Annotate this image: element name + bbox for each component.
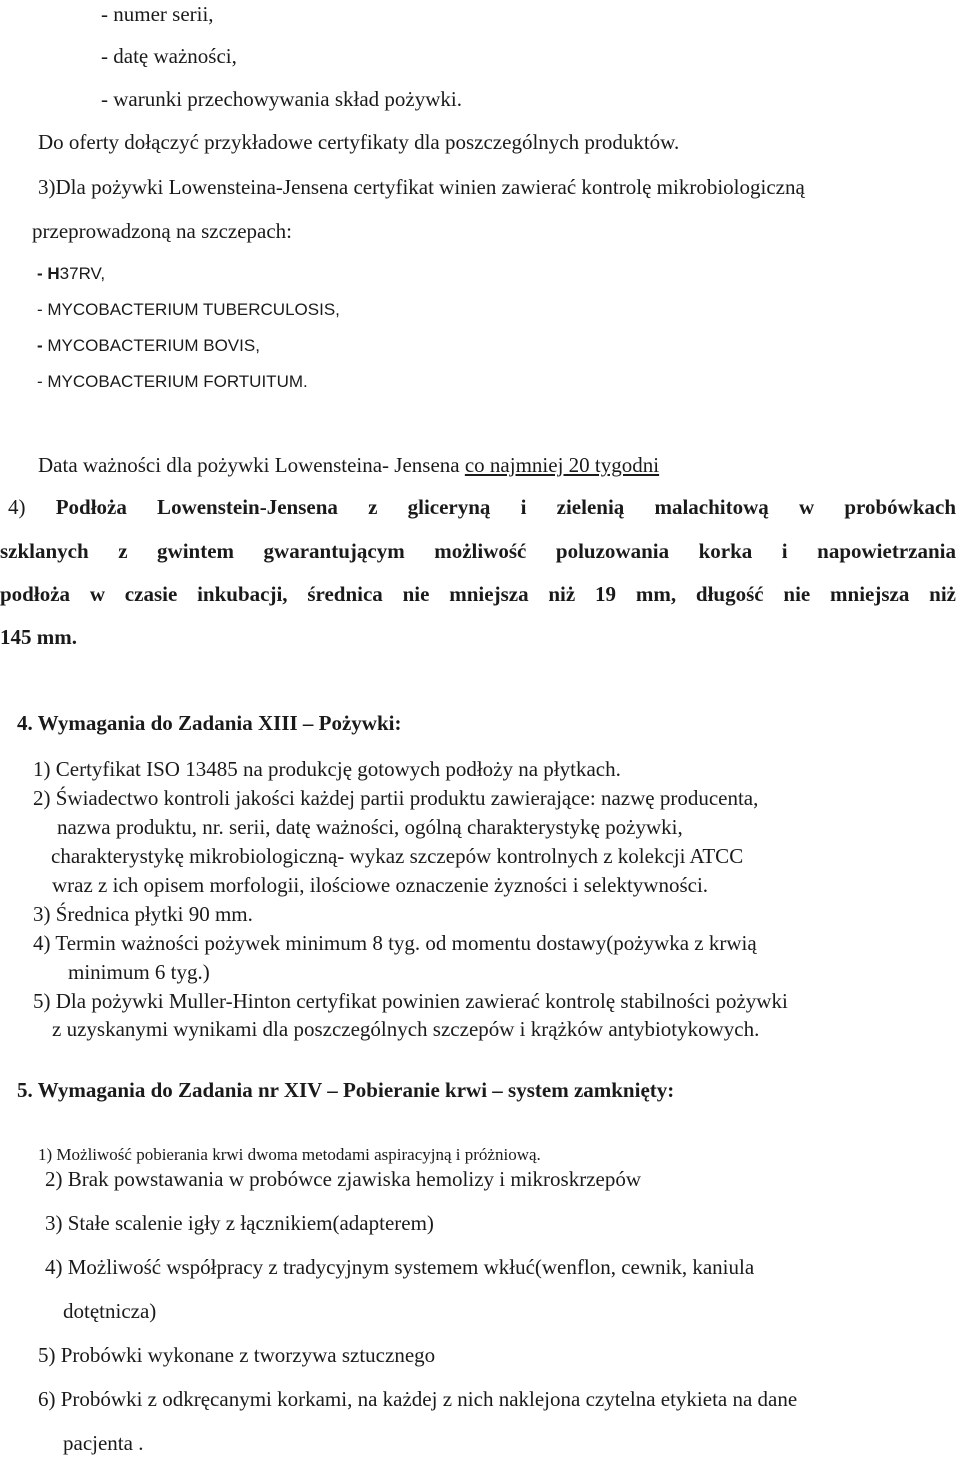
task-xiii-item-5-cont: z uzyskanymi wynikami dla poszczególnych szczepów i krążków antybiotykowych. bbox=[52, 1017, 760, 1041]
strain-bovis: - MYCOBACTERIUM BOVIS, bbox=[37, 336, 260, 355]
task-xiv-item-4: 4) Możliwość współpracy z tradycyjnym systemem wkłuć(wenflon, cewnik, kaniula bbox=[45, 1255, 755, 1279]
paragraph-lj-media-4: 145 mm. bbox=[0, 625, 77, 649]
list-item-expiry-date: - datę ważności, bbox=[101, 44, 237, 68]
task-xiii-item-2: 2) Świadectwo kontroli jakości każdej partii produktu zawierające: nazwę producenta, bbox=[33, 786, 759, 810]
paragraph-lj-certificate: 3)Dla pożywki Lowensteina-Jensena certyfikat winien zawierać kontrolę mikrobiologiczną bbox=[38, 175, 805, 199]
task-xiv-item-3: 3) Stałe scalenie igły z łącznikiem(adapterem) bbox=[45, 1211, 434, 1235]
paragraph-lj-media-3: podłoża w czasie inkubacji, średnica nie mniejsza niż 19 mm, długość nie mniejsza niż bbox=[0, 582, 956, 606]
task-xiv-item-5: 5) Probówki wykonane z tworzywa sztucznego bbox=[38, 1343, 436, 1367]
section-heading-task-xiv: 5. Wymagania do Zadania nr XIV – Pobieranie krwi – system zamknięty: bbox=[17, 1078, 675, 1102]
paragraph-lj-media-1: 4) Podłoża Lowenstein-Jensena z gliceryną i zielenią malachitową w probówkach bbox=[8, 495, 957, 519]
task-xiv-item-6: 6) Probówki z odkręcanymi korkami, na każdej z nich naklejona czytelna etykieta na dane bbox=[38, 1387, 798, 1411]
task-xiv-item-4-cont: dotętnicza) bbox=[63, 1299, 157, 1323]
task-xiii-item-5: 5) Dla pożywki Muller-Hinton certyfikat powinien zawierać kontrolę stabilności pożywki bbox=[33, 989, 788, 1013]
paragraph-expiry-lj: Data ważności dla pożywki Lowensteina- Jensena co najmniej 20 tygodni bbox=[38, 453, 660, 477]
task-xiii-item-1: 1) Certyfikat ISO 13485 na produkcję gotowych podłoży na płytkach. bbox=[33, 757, 621, 781]
list-item-storage-conditions: - warunki przechowywania skład pożywki. bbox=[101, 87, 462, 111]
paragraph-lj-media-2: szklanych z gwintem gwarantującym możliwość poluzowania korka i napowietrzania bbox=[0, 539, 956, 563]
task-xiii-item-2-cont-2: charakterystykę mikrobiologiczną- wykaz szczepów kontrolnych z kolekcji ATCC bbox=[51, 844, 744, 868]
paragraph-certificates-note: Do oferty dołączyć przykładowe certyfikaty dla poszczególnych produktów. bbox=[38, 130, 680, 154]
paragraph-lj-certificate-cont: przeprowadzoną na szczepach: bbox=[32, 219, 293, 243]
strain-tuberculosis: - MYCOBACTERIUM TUBERCULOSIS, bbox=[37, 300, 340, 319]
list-item-serial-number: - numer serii, bbox=[101, 2, 214, 26]
strain-fortuitum: - MYCOBACTERIUM FORTUITUM. bbox=[37, 372, 308, 391]
task-xiii-item-4: 4) Termin ważności pożywek minimum 8 tyg. od momentu dostawy(pożywka z krwią bbox=[33, 931, 757, 955]
task-xiii-item-4-cont: minimum 6 tyg.) bbox=[68, 960, 210, 984]
task-xiv-item-2: 2) Brak powstawania w probówce zjawiska hemolizy i mikroskrzepów bbox=[45, 1167, 641, 1191]
task-xiii-item-2-cont-3: wraz z ich opisem morfologii, ilościowe oznaczenie żyzności i selektywności. bbox=[52, 873, 709, 897]
task-xiii-item-2-cont-1: nazwa produktu, nr. serii, datę ważności, ogólną charakterystykę pożywki, bbox=[57, 815, 683, 839]
strain-h37rv: - H37RV, bbox=[37, 264, 106, 283]
section-heading-task-xiii: 4. Wymagania do Zadania XIII – Pożywki: bbox=[17, 711, 402, 735]
task-xiv-item-1: 1) Możliwość pobierania krwi dwoma metodami aspiracyjną i próżniową. bbox=[38, 1145, 541, 1164]
task-xiii-item-3: 3) Średnica płytki 90 mm. bbox=[33, 902, 253, 926]
task-xiv-item-6-cont: pacjenta . bbox=[63, 1431, 144, 1455]
